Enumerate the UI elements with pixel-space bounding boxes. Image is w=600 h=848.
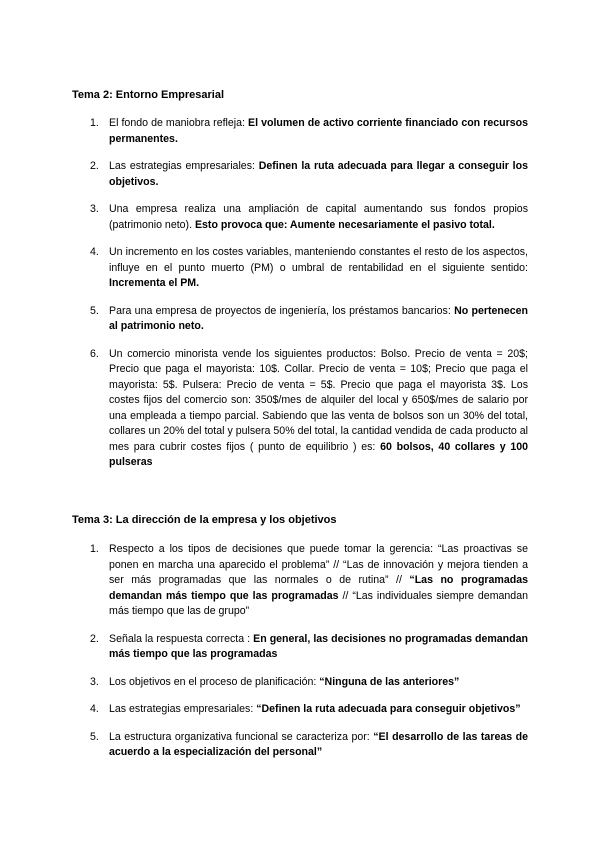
question-text: La estructura organizativa funcional se caracteriza por: <box>109 730 374 743</box>
question-text: Las estrategias empresariales: <box>109 160 259 172</box>
item-number: 3. <box>90 675 99 688</box>
question-text: Los objetivos en el proceso de planificación: <box>109 675 320 688</box>
answer-text: El volumen de activo corriente financiado con recursos permanentes. <box>109 117 528 145</box>
question-text: Señala la respuesta correcta : <box>109 632 254 645</box>
list-item <box>72 116 528 147</box>
question-text: Para una empresa de proyectos de ingeniería, los préstamos bancarios: <box>109 304 455 317</box>
list-item <box>72 304 528 335</box>
question-text: Respecto a los tipos de decisiones que puede tomar la gerencia: “Las proactivas se ponen en marcha una aparecido el problema” // “Las de innovación y mejora tienden a ser más programadas que las normales o de rutina” // <box>109 543 528 586</box>
list-item <box>72 202 528 233</box>
section-heading-tema-2: Tema 2: Entorno Empresarial <box>72 89 225 101</box>
answer-text: 60 bolsos, 40 collares y 100 pulseras <box>109 440 529 468</box>
list-item <box>72 702 528 718</box>
question-text: El fondo de maniobra refleja: <box>109 117 249 129</box>
list-item <box>72 245 528 292</box>
item-number: 1. <box>90 117 99 129</box>
section-heading-tema-3: Tema 3: La dirección de la empresa y los objetivos <box>72 514 337 526</box>
question-list-tema-2 <box>72 116 528 471</box>
item-number: 2. <box>90 632 99 645</box>
list-item <box>72 730 528 761</box>
item-number: 6. <box>90 347 99 360</box>
question-text-continued: // “Las individuales siempre demandan más tiempo que las de grupo” <box>109 589 528 617</box>
list-item <box>72 675 528 691</box>
item-number: 4. <box>90 703 99 715</box>
answer-text: No pertenecen al patrimonio neto. <box>109 304 529 332</box>
answer-text: “Las no programadas demandan más tiempo que las programadas <box>109 574 528 602</box>
item-number: 5. <box>90 730 99 743</box>
list-item <box>72 347 528 471</box>
answer-text: “Definen la ruta adecuada para conseguir objetivos” <box>256 703 521 715</box>
item-number: 1. <box>90 543 99 555</box>
answer-text: “Ninguna de las anteriores” <box>319 675 460 688</box>
question-text: Un incremento en los costes variables, manteniendo constantes el resto de los aspectos, influye en el punto muerto (PM) o umbral de rentabilidad en el siguiente sentido: <box>109 246 528 274</box>
question-text: Una empresa realiza una ampliación de capital aumentando sus fondos propios (patrimonio neto). <box>109 203 528 231</box>
item-number: 3. <box>90 203 99 215</box>
item-number: 4. <box>90 246 99 258</box>
answer-text: Esto provoca que: Aumente necesariamente el pasivo total. <box>194 218 495 231</box>
item-number: 5. <box>90 304 99 317</box>
item-number: 2. <box>90 160 99 172</box>
list-item <box>72 632 528 663</box>
list-item <box>72 159 528 190</box>
list-item <box>72 542 528 620</box>
answer-text: Definen la ruta adecuada para llegar a conseguir los objetivos. <box>109 160 528 188</box>
answer-text: En general, las decisiones no programadas demandan más tiempo que las programadas <box>109 632 528 660</box>
question-text: Un comercio minorista vende los siguientes productos: Bolso. Precio de venta = 20$; Precio que paga el mayorista: 10$. Collar. Precio de venta = 10$; Precio que paga el mayorista: 5$. Pulsera: Precio de venta = 5$. Precio que paga el mayorista 3$. Los costes fijos del comercio son: 350$/mes de alquiler del local y 650$/mes de salario por una empleada a tiempo parcial. Sabiendo que las venta de bolsos son un 30% del total, collares un 20% del total y pulsera 50% del total, la cantidad vendida de cada producto al mes para cubrir costes fijos ( punto de equilibrio ) es: <box>109 347 528 453</box>
answer-text: “El desarrollo de las tareas de acuerdo a la especialización del personal” <box>109 730 528 758</box>
answer-text: Incrementa el PM. <box>109 277 200 289</box>
question-text: Las estrategias empresariales: <box>109 703 257 715</box>
question-list-tema-3 <box>72 542 528 761</box>
